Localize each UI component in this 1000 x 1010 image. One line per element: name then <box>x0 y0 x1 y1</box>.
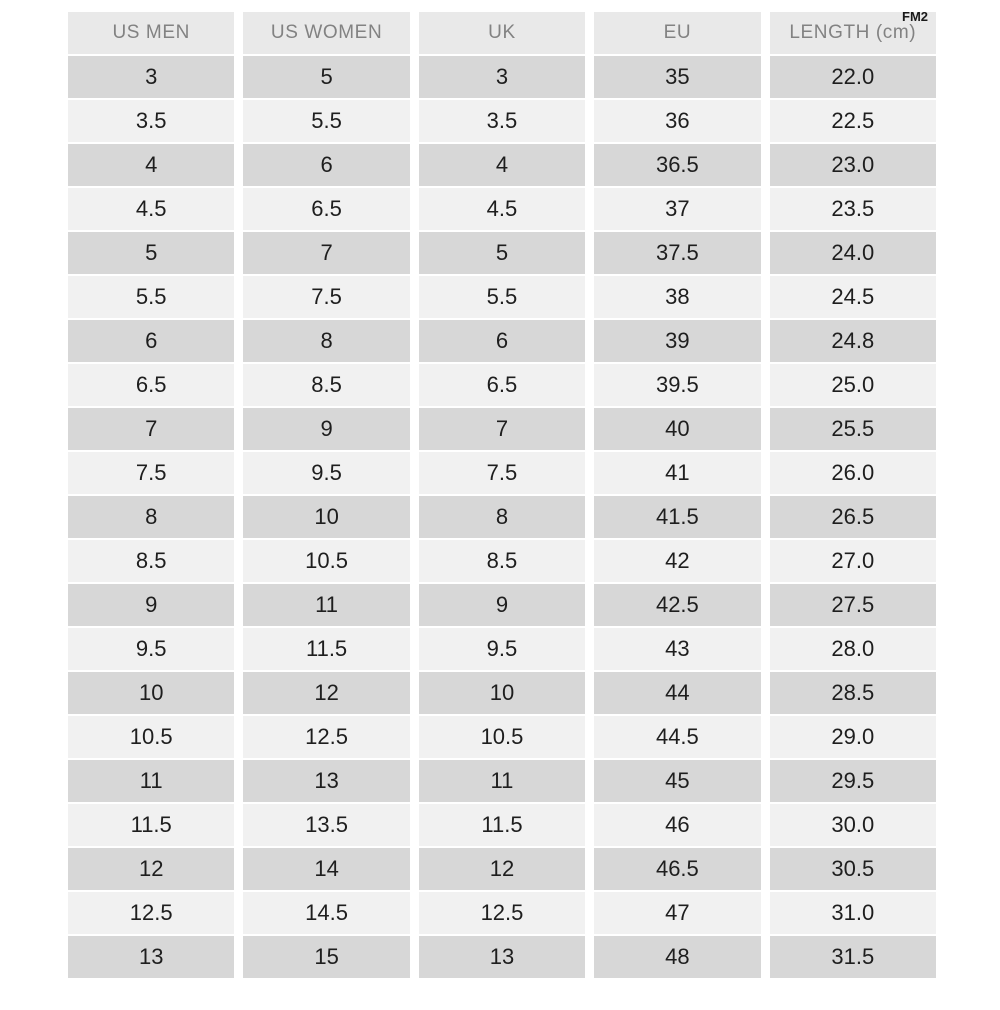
cell-eu: 36.5 <box>594 144 760 186</box>
cell-uk: 5 <box>419 232 585 274</box>
cell-us-men: 9.5 <box>68 628 234 670</box>
cell-us-women: 5.5 <box>243 100 409 142</box>
cell-eu: 41 <box>594 452 760 494</box>
table-row <box>68 232 936 274</box>
cell-uk: 3.5 <box>419 100 585 142</box>
cell-length-cm: 24.5 <box>770 276 936 318</box>
cell-us-men: 10.5 <box>68 716 234 758</box>
cell-us-women: 5 <box>243 56 409 98</box>
cell-uk: 13 <box>419 936 585 978</box>
table-row <box>68 276 936 318</box>
table-row <box>68 100 936 142</box>
table-row <box>68 672 936 714</box>
cell-uk: 7 <box>419 408 585 450</box>
cell-uk: 9 <box>419 584 585 626</box>
cell-length-cm: 31.5 <box>770 936 936 978</box>
table-row <box>68 320 936 362</box>
cell-eu: 36 <box>594 100 760 142</box>
cell-us-men: 11.5 <box>68 804 234 846</box>
cell-uk: 9.5 <box>419 628 585 670</box>
cell-length-cm: 23.0 <box>770 144 936 186</box>
cell-eu: 44 <box>594 672 760 714</box>
table-row <box>68 540 936 582</box>
cell-us-women: 15 <box>243 936 409 978</box>
cell-length-cm: 30.0 <box>770 804 936 846</box>
cell-eu: 44.5 <box>594 716 760 758</box>
cell-eu: 37 <box>594 188 760 230</box>
cell-us-men: 12 <box>68 848 234 890</box>
column-header-us-women: US WOMEN <box>243 12 409 54</box>
cell-us-women: 9.5 <box>243 452 409 494</box>
cell-us-men: 6 <box>68 320 234 362</box>
cell-eu: 47 <box>594 892 760 934</box>
cell-us-men: 4.5 <box>68 188 234 230</box>
cell-eu: 43 <box>594 628 760 670</box>
column-header-us-men: US MEN <box>68 12 234 54</box>
cell-eu: 40 <box>594 408 760 450</box>
cell-eu: 39.5 <box>594 364 760 406</box>
table-row <box>68 408 936 450</box>
cell-length-cm: 24.0 <box>770 232 936 274</box>
cell-uk: 8.5 <box>419 540 585 582</box>
cell-us-men: 11 <box>68 760 234 802</box>
table-row <box>68 364 936 406</box>
cell-length-cm: 27.5 <box>770 584 936 626</box>
table-row <box>68 804 936 846</box>
column-header-uk: UK <box>419 12 585 54</box>
cell-length-cm: 26.5 <box>770 496 936 538</box>
cell-us-women: 12.5 <box>243 716 409 758</box>
table-row <box>68 56 936 98</box>
cell-us-men: 4 <box>68 144 234 186</box>
cell-us-men: 7.5 <box>68 452 234 494</box>
size-conversion-table <box>59 10 945 980</box>
table-row <box>68 628 936 670</box>
cell-length-cm: 25.0 <box>770 364 936 406</box>
cell-us-women: 6 <box>243 144 409 186</box>
cell-length-cm: 27.0 <box>770 540 936 582</box>
cell-uk: 11.5 <box>419 804 585 846</box>
cell-eu: 38 <box>594 276 760 318</box>
table-header-row <box>68 12 936 54</box>
cell-eu: 45 <box>594 760 760 802</box>
cell-us-women: 7 <box>243 232 409 274</box>
cell-uk: 5.5 <box>419 276 585 318</box>
table-row <box>68 452 936 494</box>
cell-length-cm: 28.5 <box>770 672 936 714</box>
cell-us-men: 8.5 <box>68 540 234 582</box>
cell-uk: 11 <box>419 760 585 802</box>
cell-us-men: 9 <box>68 584 234 626</box>
cell-length-cm: 22.0 <box>770 56 936 98</box>
cell-eu: 35 <box>594 56 760 98</box>
cell-length-cm: 29.5 <box>770 760 936 802</box>
cell-us-men: 6.5 <box>68 364 234 406</box>
table-row <box>68 584 936 626</box>
cell-us-women: 13.5 <box>243 804 409 846</box>
cell-length-cm: 22.5 <box>770 100 936 142</box>
cell-uk: 4 <box>419 144 585 186</box>
cell-us-men: 3 <box>68 56 234 98</box>
table-row <box>68 892 936 934</box>
cell-us-women: 7.5 <box>243 276 409 318</box>
cell-us-women: 8 <box>243 320 409 362</box>
table-row <box>68 144 936 186</box>
cell-uk: 6.5 <box>419 364 585 406</box>
cell-uk: 12 <box>419 848 585 890</box>
cell-uk: 7.5 <box>419 452 585 494</box>
cell-uk: 12.5 <box>419 892 585 934</box>
cell-eu: 42 <box>594 540 760 582</box>
cell-eu: 46 <box>594 804 760 846</box>
column-header-length-cm: LENGTH (cm) <box>770 12 936 54</box>
cell-us-men: 13 <box>68 936 234 978</box>
cell-us-women: 11.5 <box>243 628 409 670</box>
cell-us-women: 14.5 <box>243 892 409 934</box>
cell-us-women: 11 <box>243 584 409 626</box>
cell-us-women: 10.5 <box>243 540 409 582</box>
table-row <box>68 760 936 802</box>
watermark-label: FM2 <box>902 9 928 24</box>
cell-length-cm: 24.8 <box>770 320 936 362</box>
cell-uk: 10 <box>419 672 585 714</box>
cell-length-cm: 31.0 <box>770 892 936 934</box>
cell-eu: 37.5 <box>594 232 760 274</box>
cell-eu: 46.5 <box>594 848 760 890</box>
cell-length-cm: 23.5 <box>770 188 936 230</box>
cell-eu: 42.5 <box>594 584 760 626</box>
cell-us-men: 12.5 <box>68 892 234 934</box>
cell-us-men: 5 <box>68 232 234 274</box>
cell-us-women: 6.5 <box>243 188 409 230</box>
cell-us-men: 8 <box>68 496 234 538</box>
cell-us-women: 8.5 <box>243 364 409 406</box>
table-row <box>68 848 936 890</box>
cell-length-cm: 25.5 <box>770 408 936 450</box>
table-row <box>68 496 936 538</box>
cell-uk: 4.5 <box>419 188 585 230</box>
cell-eu: 48 <box>594 936 760 978</box>
cell-uk: 6 <box>419 320 585 362</box>
cell-us-women: 9 <box>243 408 409 450</box>
table-row <box>68 936 936 978</box>
cell-us-women: 10 <box>243 496 409 538</box>
cell-us-men: 3.5 <box>68 100 234 142</box>
cell-us-men: 5.5 <box>68 276 234 318</box>
table-row <box>68 716 936 758</box>
table-row <box>68 188 936 230</box>
cell-length-cm: 29.0 <box>770 716 936 758</box>
table-body <box>68 56 936 978</box>
cell-uk: 8 <box>419 496 585 538</box>
cell-us-women: 14 <box>243 848 409 890</box>
cell-length-cm: 30.5 <box>770 848 936 890</box>
cell-us-men: 10 <box>68 672 234 714</box>
cell-length-cm: 28.0 <box>770 628 936 670</box>
cell-us-women: 13 <box>243 760 409 802</box>
cell-eu: 41.5 <box>594 496 760 538</box>
cell-uk: 10.5 <box>419 716 585 758</box>
cell-length-cm: 26.0 <box>770 452 936 494</box>
cell-us-women: 12 <box>243 672 409 714</box>
cell-eu: 39 <box>594 320 760 362</box>
cell-uk: 3 <box>419 56 585 98</box>
column-header-eu: EU <box>594 12 760 54</box>
cell-us-men: 7 <box>68 408 234 450</box>
